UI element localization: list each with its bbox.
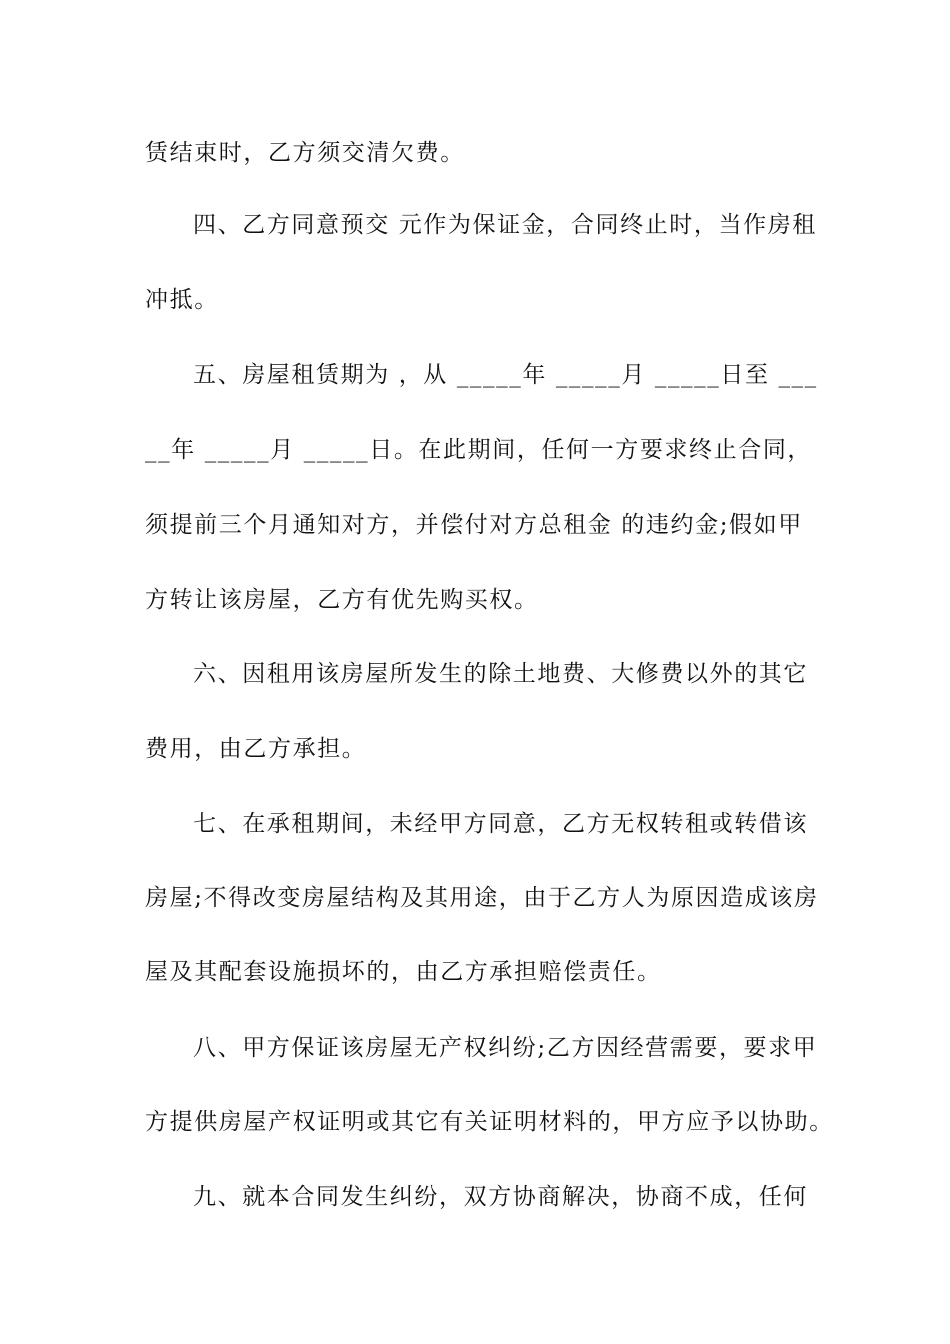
paragraph-four-line: 四、乙方同意预交 元作为保证金，合同终止时，当作房租 xyxy=(193,212,817,238)
paragraph-five-line: 五、房屋租赁期为 ，从 _____年 _____月 _____日至 ___ xyxy=(193,362,818,388)
text-line: 费用，由乙方承担。 xyxy=(145,736,367,762)
paragraph-eight-line: 八、甲方保证该房屋无产权纠纷;乙方因经营需要，要求甲 xyxy=(193,1035,818,1061)
text-line: __年 _____月 _____日。在此期间，任何一方要求终止合同， xyxy=(145,437,813,463)
text-line: 须提前三个月通知对方，并偿付对方总租金 的违约金;假如甲 xyxy=(145,512,803,538)
text-line: 方转让该房屋，乙方有优先购买权。 xyxy=(145,587,539,613)
text-line: 冲抵。 xyxy=(145,287,219,313)
paragraph-seven-line: 七、在承租期间，未经甲方同意，乙方无权转租或转借该 xyxy=(193,811,808,837)
text-line: 赁结束时，乙方须交清欠费。 xyxy=(145,140,465,166)
paragraph-nine-line: 九、就本合同发生纠纷，双方协商解决，协商不成，任何 xyxy=(193,1184,808,1210)
text-line: 房屋;不得改变房屋结构及其用途，由于乙方人为原因造成该房 xyxy=(145,885,819,911)
text-line: 方提供房屋产权证明或其它有关证明材料的，甲方应予以协助。 xyxy=(145,1109,834,1135)
text-line: 屋及其配套设施损坏的，由乙方承担赔偿责任。 xyxy=(145,959,662,985)
paragraph-six-line: 六、因租用该房屋所发生的除土地费、大修费以外的其它 xyxy=(193,661,808,687)
